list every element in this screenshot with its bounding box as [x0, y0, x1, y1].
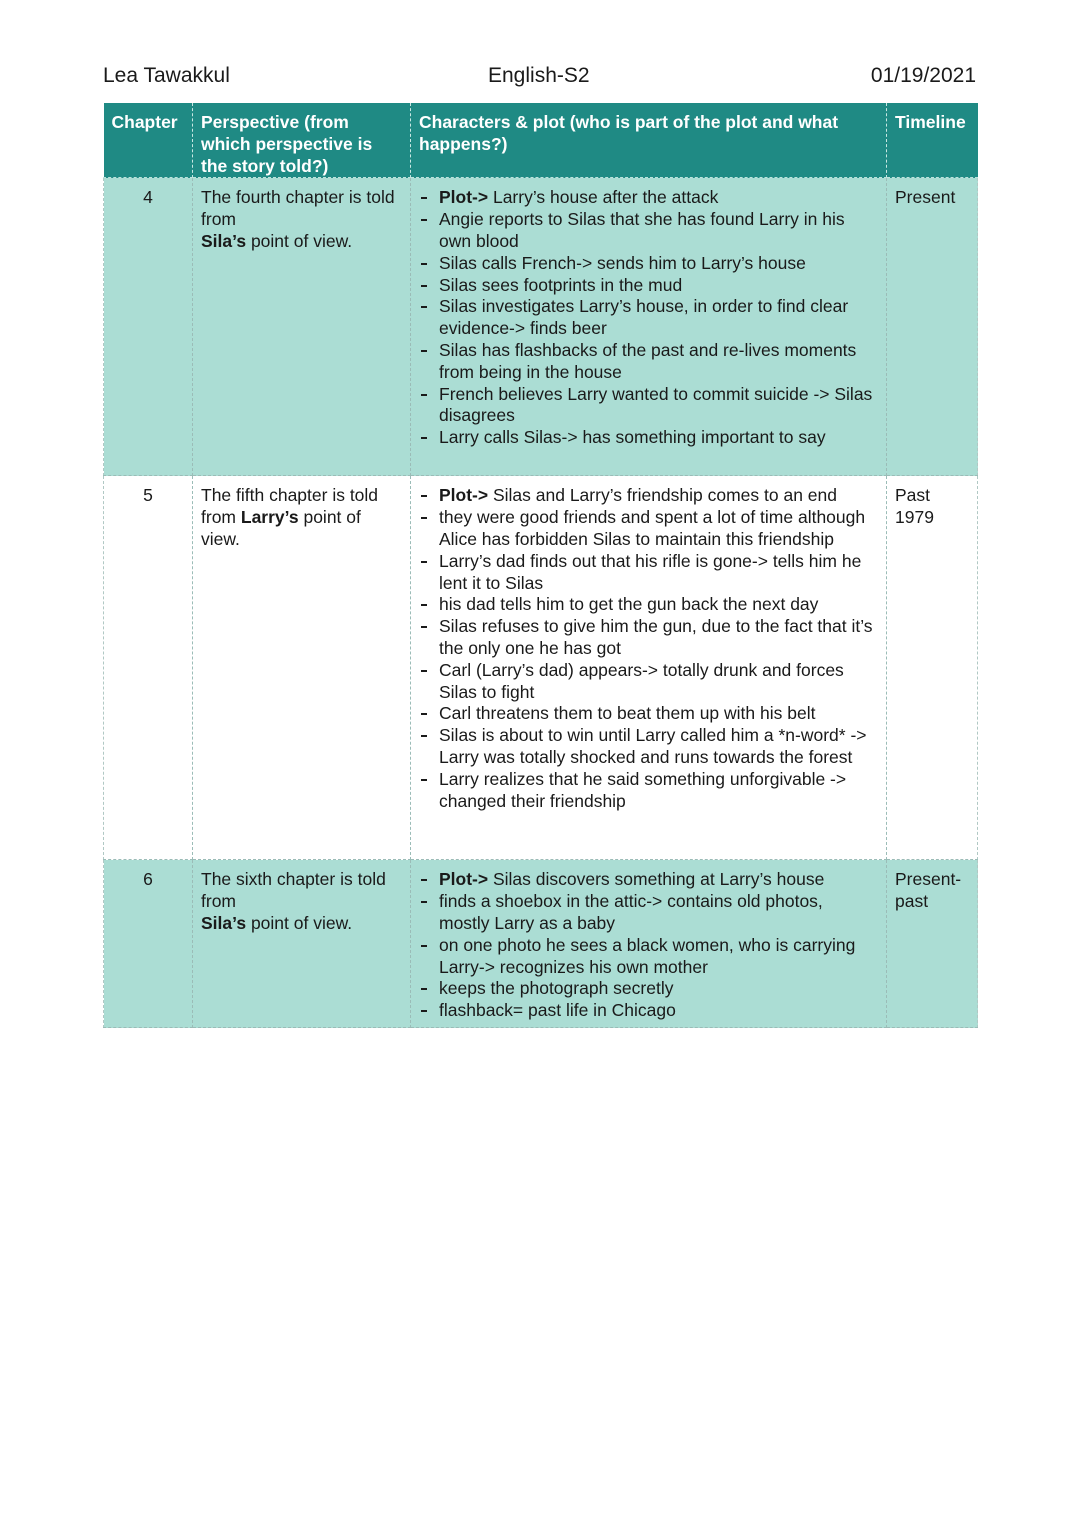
list-item: French believes Larry wanted to commit suicide -> Silas disagrees — [439, 384, 878, 428]
table-row — [104, 860, 978, 1028]
table-header-row — [104, 103, 978, 178]
perspective-text: point of view. — [246, 230, 353, 251]
list-item: Silas calls French-> sends him to Larry’s house — [439, 253, 878, 275]
event-list — [419, 485, 878, 812]
list-item: Angie reports to Silas that she has found Larry in his own blood — [439, 209, 878, 253]
document-date: 01/19/2021 — [870, 64, 976, 87]
list-item: Silas investigates Larry’s house, in order to find clear evidence-> finds beer — [439, 296, 878, 340]
perspective-text: The fourth chapter is told from — [201, 187, 395, 230]
perspective-text: The fifth chapter is told from — [201, 485, 379, 528]
list-item: they were good friends and spent a lot of time although Alice has forbidden Silas to maintain this friendship — [439, 507, 878, 551]
list-item: Carl threatens them to beat them up with his belt — [439, 703, 878, 725]
column-header-timeline: Timeline — [887, 103, 978, 178]
chapter-summary-table — [103, 103, 978, 1028]
list-item — [439, 869, 878, 891]
plot-label: Plot-> — [439, 869, 489, 890]
list-item: his dad tells him to get the gun back the next day — [439, 594, 878, 616]
list-item: flashback= past life in Chicago — [439, 1000, 878, 1022]
plot-summary: Larry’s house after the attack — [488, 187, 719, 208]
list-item: Silas is about to win until Larry called him a *n-word* -> Larry was totally shocked and runs towards the forest — [439, 725, 878, 769]
timeline-cell — [887, 860, 978, 1028]
list-item: on one photo he sees a black women, who is carrying Larry-> recognizes his own mother — [439, 935, 878, 979]
list-item: Silas sees footprints in the mud — [439, 275, 878, 297]
plot-cell — [411, 178, 887, 476]
list-item — [439, 187, 878, 209]
list-item: Larry’s dad finds out that his rifle is gone-> tells him he lent it to Silas — [439, 551, 878, 595]
plot-label: Plot-> — [439, 485, 489, 506]
list-item: Larry realizes that he said something unforgivable -> changed their friendship — [439, 769, 878, 813]
list-item: Carl (Larry’s dad) appears-> totally drunk and forces Silas to fight — [439, 660, 878, 704]
list-item: finds a shoebox in the attic-> contains old photos, mostly Larry as a baby — [439, 891, 878, 935]
perspective-text: point of view. — [201, 507, 361, 549]
plot-label: Plot-> — [439, 187, 489, 208]
perspective-text: The sixth chapter is told from — [201, 869, 386, 912]
list-item: Silas has flashbacks of the past and re-lives moments from being in the house — [439, 340, 878, 384]
narrator-name: Larry’s — [240, 507, 299, 528]
perspective-text: point of view. — [246, 912, 353, 933]
event-list — [419, 187, 878, 449]
narrator-name: Sila’s — [201, 912, 247, 933]
chapter-number: 6 — [104, 860, 193, 1028]
timeline-text: Past — [895, 485, 931, 506]
timeline-text: Present- — [895, 869, 962, 890]
event-list — [419, 869, 878, 1022]
timeline-cell — [887, 178, 978, 476]
narrator-name: Sila’s — [201, 230, 247, 251]
subject-label: English-S2 — [488, 64, 590, 87]
column-header-plot: Characters & plot (who is part of the plot and what happens?) — [411, 103, 887, 178]
timeline-year: 1979 — [895, 507, 934, 528]
plot-summary: Silas discovers something at Larry’s house — [488, 869, 825, 890]
student-name: Lea Tawakkul — [103, 64, 230, 87]
plot-cell — [411, 860, 887, 1028]
column-header-chapter: Chapter — [104, 103, 193, 178]
perspective-cell — [193, 476, 411, 860]
plot-cell — [411, 476, 887, 860]
column-header-perspective: Perspective (from which perspective is the story told?) — [193, 103, 411, 178]
plot-summary: Silas and Larry’s friendship comes to an end — [488, 485, 838, 506]
timeline-text: Present — [895, 187, 956, 208]
perspective-cell — [193, 860, 411, 1028]
table-row — [104, 476, 978, 860]
timeline-cell — [887, 476, 978, 860]
table-row — [104, 178, 978, 476]
list-item: keeps the photograph secretly — [439, 978, 878, 1000]
chapter-number: 5 — [104, 476, 193, 860]
list-item — [439, 485, 878, 507]
list-item: Silas refuses to give him the gun, due to the fact that it’s the only one he has got — [439, 616, 878, 660]
chapter-number: 4 — [104, 178, 193, 476]
document-header — [103, 62, 977, 94]
perspective-cell — [193, 178, 411, 476]
list-item: Larry calls Silas-> has something important to say — [439, 427, 878, 449]
timeline-text: past — [895, 891, 929, 912]
